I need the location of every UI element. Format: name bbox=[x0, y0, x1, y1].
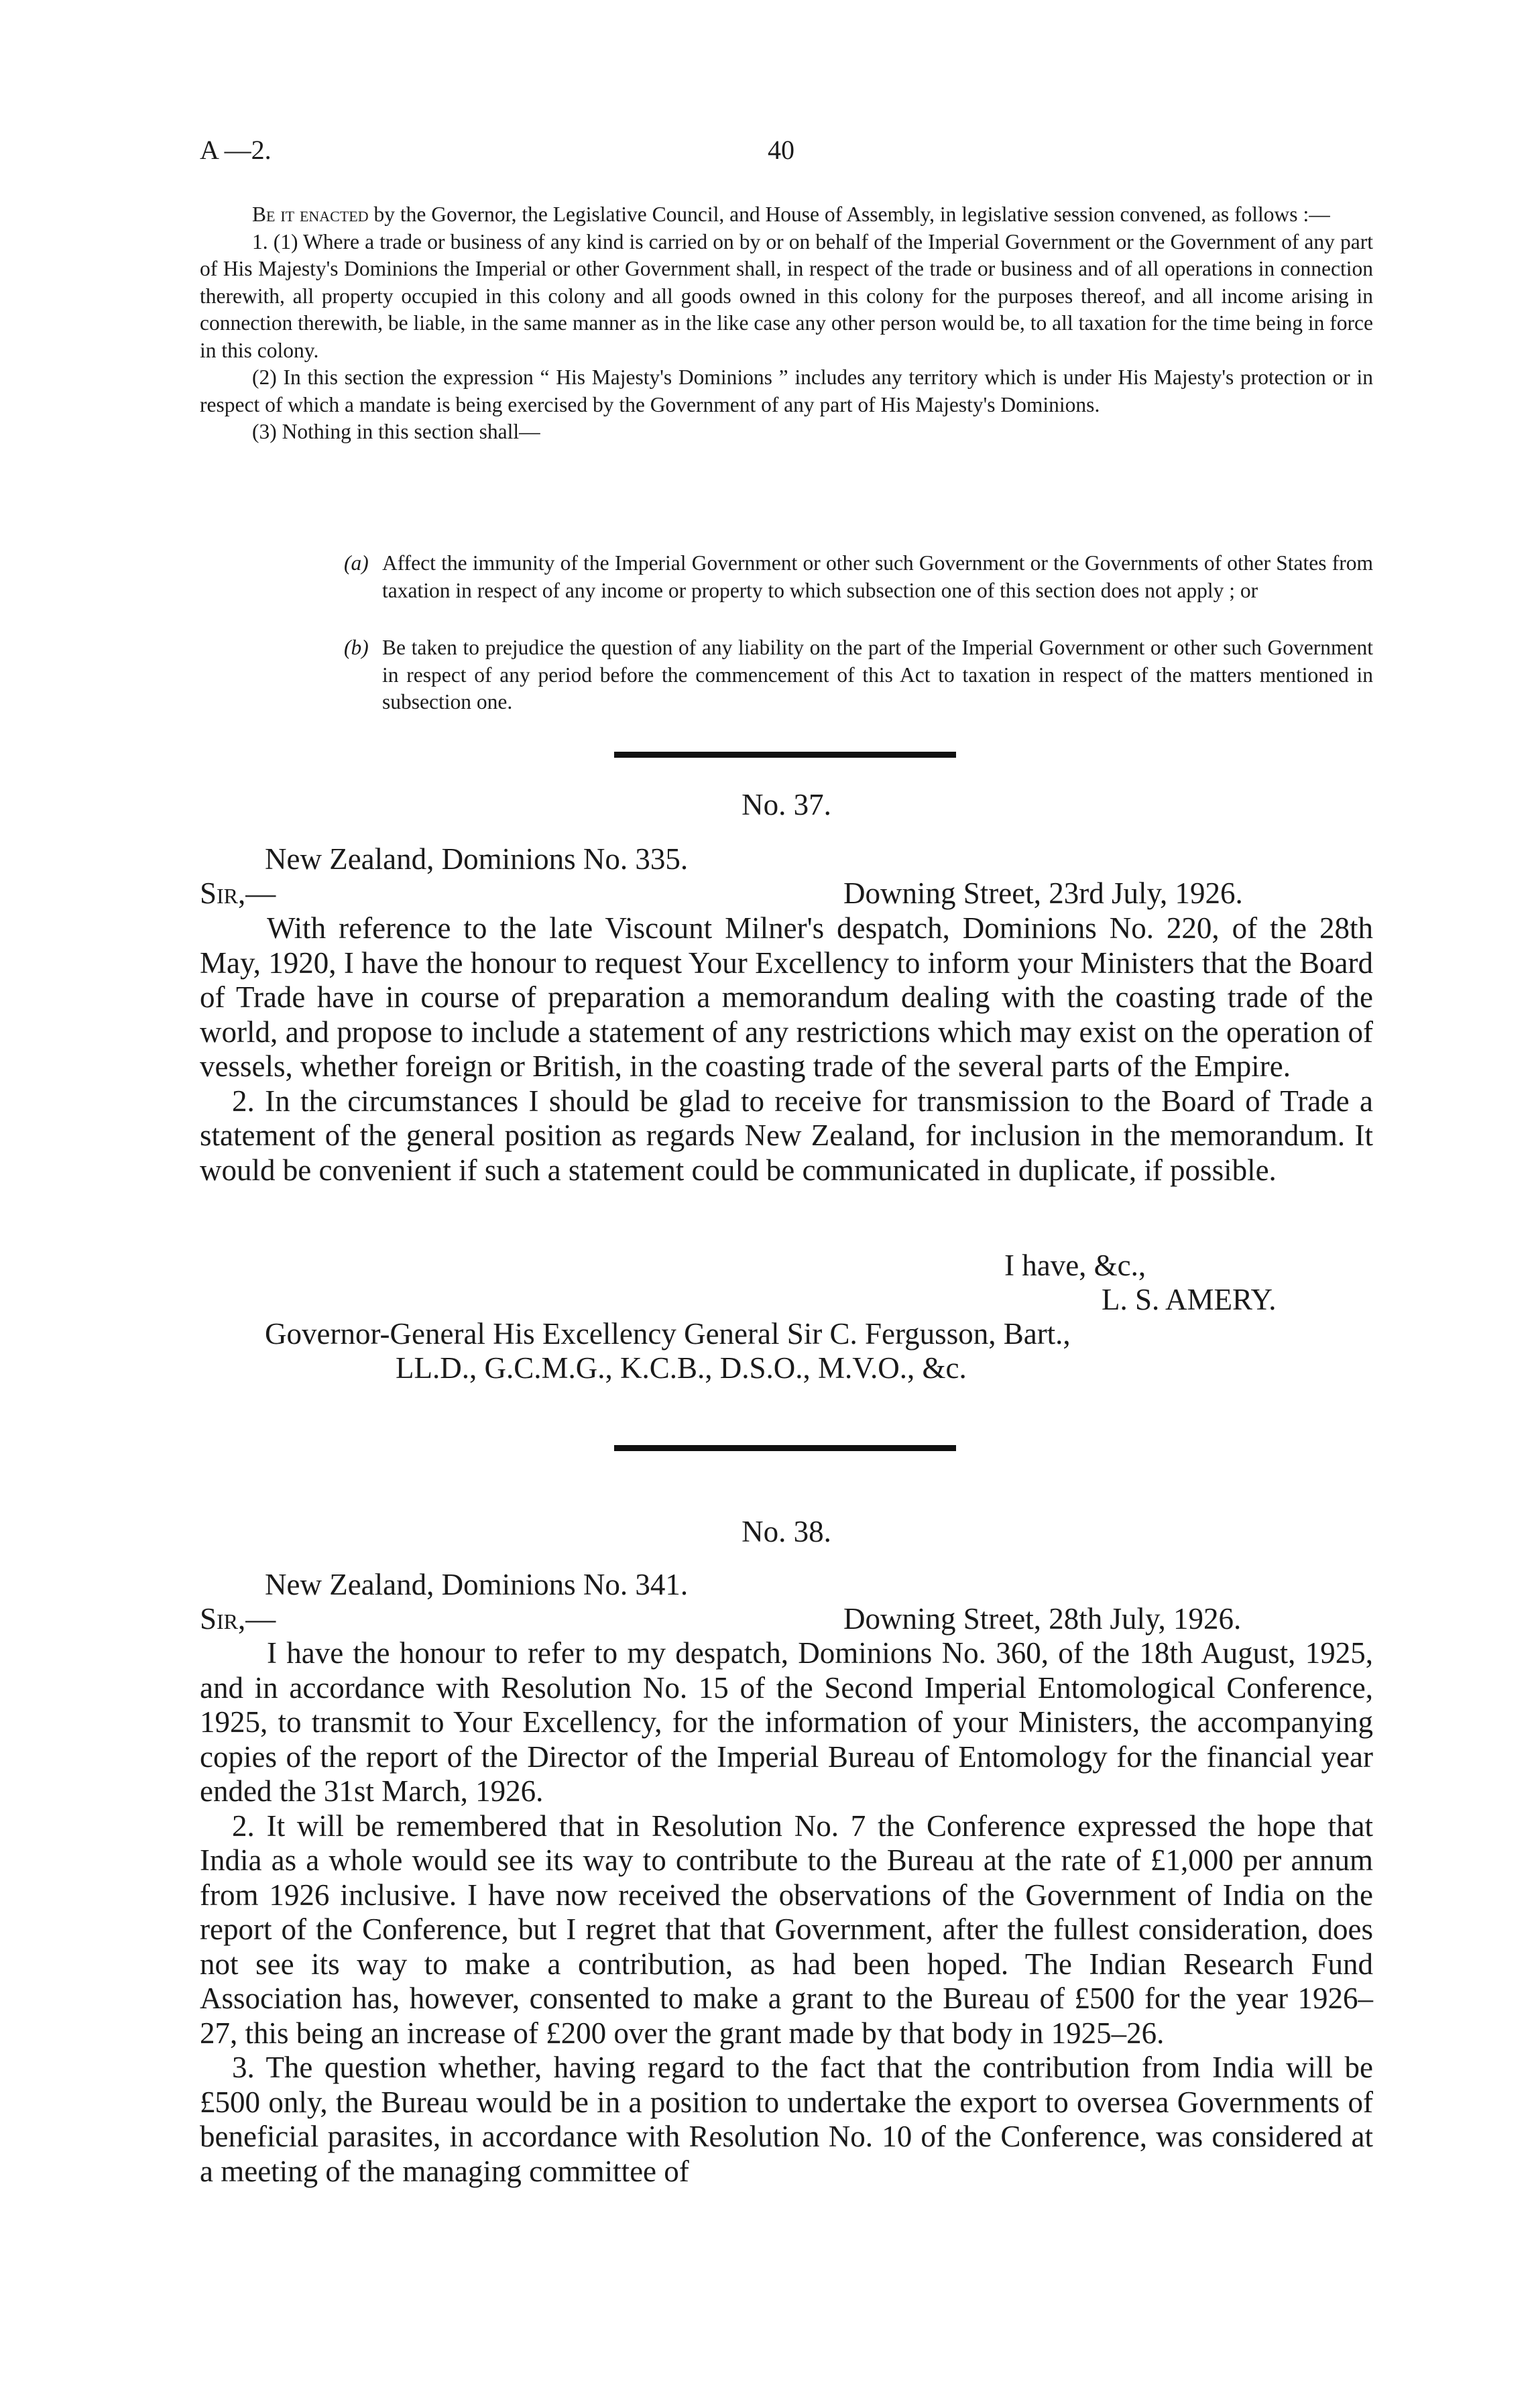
section-divider bbox=[614, 1445, 956, 1451]
page-number: 40 bbox=[768, 135, 794, 165]
letter-37-signature: L. S. AMERY. bbox=[1102, 1283, 1277, 1316]
letter-38-address-date: Downing Street, 28th July, 1926. bbox=[843, 1602, 1242, 1636]
letter-37-address-date: Downing Street, 23rd July, 1926. bbox=[843, 876, 1243, 910]
subclause-b-text: Be taken to prejudice the question of any liability on the part of the Imperial Government or other such Government in respect of any period before the commencement of this Act to taxation in respect of the matters mentioned in subsection one. bbox=[382, 636, 1373, 713]
letter-38-paragraph-3: 3. The question whether, having regard to the fact that the contribution from India will be £500 only, the Bureau would be in a position to undertake the export to oversea Governments of beneficial parasites, in accordance with Resolution No. 10 of the Conference, was considered at a meeting of the managing committee of bbox=[200, 2051, 1373, 2188]
letter-37-paragraph-1: With reference to the late Viscount Milner's despatch, Dominions No. 220, of the 28th May, 1920, I have the honour to request Your Excellency to inform your Ministers that the Board of Trade have in course of preparation a memorandum dealing with the coasting trade of the world, and propose to include a statement of any restrictions which may exist on the operation of vessels, whether foreign or British, in the coasting trade of the several parts of the Empire. bbox=[200, 911, 1373, 1083]
section-divider bbox=[614, 752, 956, 758]
letter-38-number: No. 38. bbox=[742, 1515, 831, 1548]
letter-38-paragraph-1: I have the honour to refer to my despatch, Dominions No. 360, of the 18th August, 1925, and in accordance with Resolution No. 15 of the Second Imperial Entomological Conference, 1925, to transmit to Your Excellency, for the information of your Ministers, the accompanying copies of the report of the Director of the Imperial Bureau of Entomology for the financial year ended the 31st March, 1926. bbox=[200, 1636, 1373, 1808]
clause-3: (3) Nothing in this section shall— bbox=[252, 420, 540, 443]
section-reference: A —2. bbox=[200, 135, 272, 165]
letter-37-number: No. 37. bbox=[742, 788, 831, 821]
letter-37-reference: New Zealand, Dominions No. 335. bbox=[265, 842, 689, 876]
clause-1: 1. (1) Where a trade or business of any kind is carried on by or on behalf of the Imperial Government or the Government of any part of His Majesty's Dominions the Imperial or other Government shall, in respect of the trade or business and of all operations in connection therewith, all property occupied in this colony and all goods owned in this colony for the purposes thereof, and all income arising in connection therewith, be liable, in the same manner as in the like case any other person would be, to all taxation for the time being in force in this colony. bbox=[200, 229, 1373, 362]
letter-38-reference: New Zealand, Dominions No. 341. bbox=[265, 1568, 689, 1601]
clause-2: (2) In this section the expression “ His Majesty's Dominions ” includes any territory which is under His Majesty's protection or in respect of which a mandate is being exercised by the Government of any part of His Majesty's Dominions. bbox=[200, 365, 1373, 416]
letter-37-closing: I have, &c., bbox=[1004, 1249, 1146, 1282]
subclause-b bbox=[344, 634, 1373, 716]
letter-38-paragraph-2: 2. It will be remembered that in Resolution No. 7 the Conference expressed the hope that India as a whole would see its way to contribute to the Bureau at the rate of £1,000 per annum from 1926 inclusive. I have now received the observations of the Government of India on the report of the Conference, but I regret that that Government, after the fullest consideration, does not see its way to make a contribution, as had been hoped. The Indian Research Fund Association has, however, consented to make a grant to the Bureau of £500 for the year 1926–27, this being an increase of £200 over the grant made by that body in 1925–26. bbox=[200, 1809, 1373, 2050]
letter-37-body bbox=[200, 911, 1373, 1188]
enacting-clause bbox=[200, 201, 1373, 229]
letter-37-paragraph-2: 2. In the circumstances I should be glad to receive for transmission to the Board of Trade a statement of the general position as regards New Zealand, for inclusion in the memorandum. It would be convenient if such a statement could be communicated in duplicate, if possible. bbox=[200, 1084, 1373, 1187]
enacting-words: Be it enacted bbox=[252, 203, 369, 226]
subclause-a bbox=[344, 550, 1373, 604]
letter-37-addressee-line-2: LL.D., G.C.M.G., K.C.B., D.S.O., M.V.O., &c. bbox=[396, 1351, 967, 1385]
subclause-a-label: (a) bbox=[344, 551, 369, 575]
subclause-a-text: Affect the immunity of the Imperial Government or other such Government or the Governments of other States from taxation in respect of any income or property to which subsection one of this section does not apply ; or bbox=[382, 551, 1373, 602]
enacting-clause-block bbox=[200, 201, 1373, 446]
letter-38-body bbox=[200, 1636, 1373, 2189]
letter-37-addressee-line-1: Governor-General His Excellency General Sir C. Fergusson, Bart., bbox=[265, 1317, 1071, 1351]
letter-38-salutation: Sir,— bbox=[200, 1602, 276, 1636]
enacting-rest: by the Governor, the Legislative Council, and House of Assembly, in legislative session convened, as follows :— bbox=[368, 203, 1330, 226]
subclause-b-label: (b) bbox=[344, 636, 369, 659]
letter-37-salutation: Sir,— bbox=[200, 876, 276, 910]
